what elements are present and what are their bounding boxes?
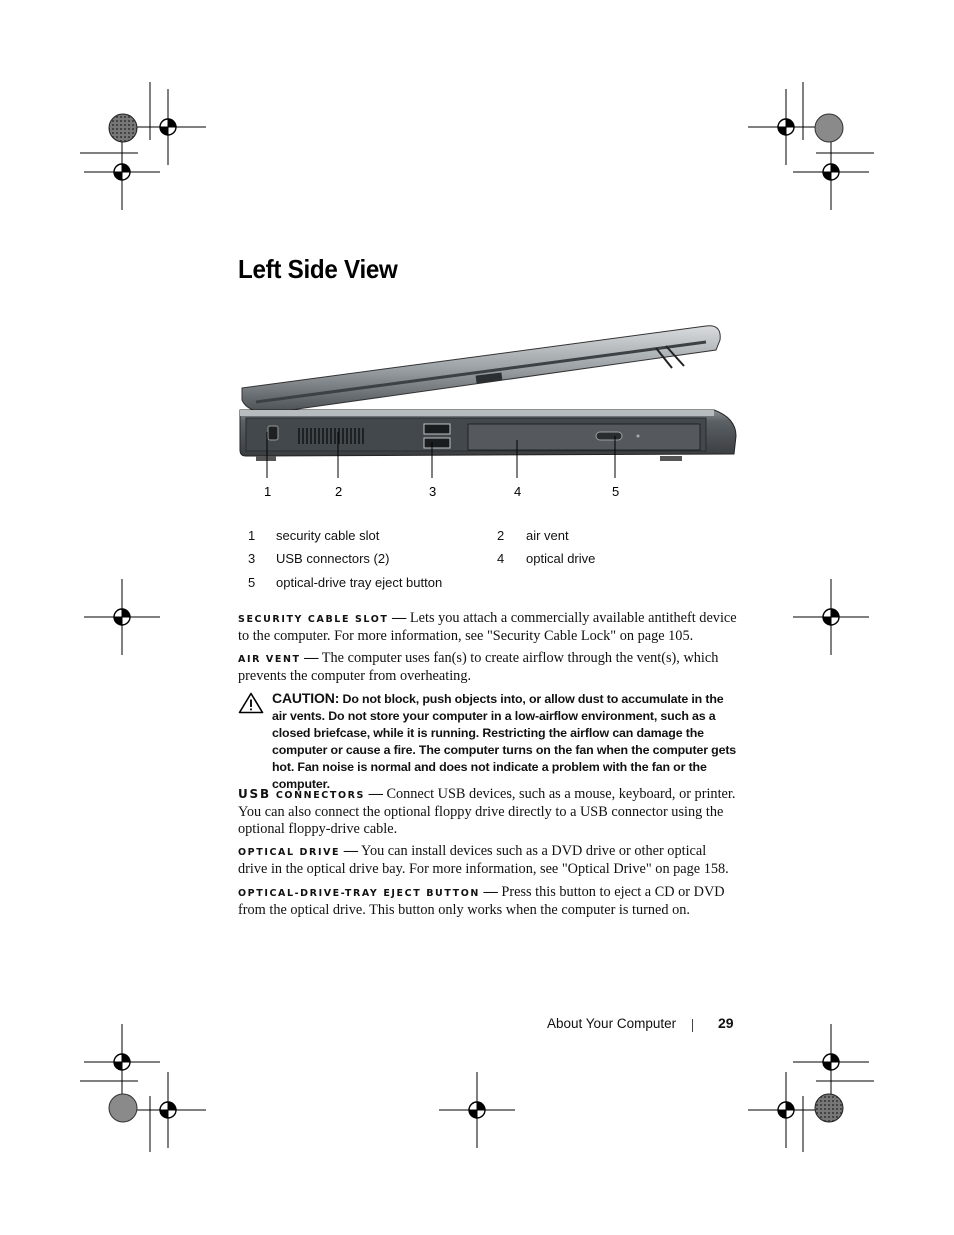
callout-1: 1	[264, 484, 272, 499]
page-title: Left Side View	[238, 254, 398, 284]
description-text: Connect USB devices, such as a mouse, keyboard, or printer. You can also connect the optional floppy drive directly to a USB connector using the optional floppy-drive cable.	[238, 786, 736, 837]
legend-number: 1	[248, 528, 256, 543]
em-dash: —	[392, 610, 407, 626]
legend-number: 3	[248, 551, 256, 566]
term: OPTICAL DRIVE	[238, 847, 341, 858]
callout-3: 3	[429, 484, 437, 499]
description-text: The computer uses fan(s) to create airflow through the vent(s), which prevents the computer from overheating.	[238, 650, 719, 684]
caution-text-block	[272, 690, 738, 793]
legend-number: 5	[248, 575, 256, 590]
legend-label: optical drive	[526, 551, 596, 566]
footer-divider	[692, 1019, 693, 1032]
caution-body: Do not block, push objects into, or allow dust to accumulate in the air vents. Do not store your computer in a low-airflow environment, such as a closed briefcase, while it is running. Restricting the airflow can damage the computer or cause a fire. The computer turns on the fan when the computer gets hot. Fan noise is normal and does not indicate a problem with the fan or the computer.	[272, 692, 737, 791]
em-dash: —	[304, 650, 319, 666]
term: AIR VENT	[238, 654, 301, 665]
em-dash: —	[483, 884, 498, 900]
legend-number: 4	[497, 551, 505, 566]
term-prefix: USB	[238, 787, 271, 801]
laptop-left-side-illustration	[236, 318, 742, 478]
description-optical-drive	[238, 843, 738, 878]
description-text: Lets you attach a commercially available antitheft device to the computer. For more information, see "Security Cable Lock" on page 105.	[238, 610, 737, 644]
page-number: 29	[718, 1015, 734, 1031]
callout-2: 2	[335, 484, 343, 499]
em-dash: —	[343, 843, 358, 859]
legend-number: 2	[497, 528, 505, 543]
callout-5: 5	[612, 484, 620, 499]
description-security-cable-slot	[238, 610, 738, 645]
legend-label: optical-drive tray eject button	[276, 575, 443, 590]
legend-label: security cable slot	[276, 528, 380, 543]
em-dash: —	[368, 786, 383, 802]
footer-section-title: About Your Computer	[547, 1016, 677, 1031]
warning-triangle-icon	[238, 692, 264, 714]
description-text: Press this button to eject a CD or DVD from the optical drive. This button only works when the computer is turned on.	[238, 884, 725, 918]
caution-label: CAUTION:	[272, 690, 340, 706]
term: OPTICAL-DRIVE-TRAY EJECT BUTTON	[238, 888, 480, 899]
callout-4: 4	[514, 484, 522, 499]
legend-label: USB connectors (2)	[276, 551, 390, 566]
description-air-vent	[238, 650, 738, 685]
description-eject-button	[238, 884, 738, 919]
legend-label: air vent	[526, 528, 569, 543]
term-rest: CONNECTORS	[275, 790, 365, 801]
term: SECURITY CABLE SLOT	[238, 614, 389, 625]
description-text: You can install devices such as a DVD drive or other optical drive in the optical drive bay. For more information, see "Optical Drive" on page 158.	[238, 843, 729, 877]
term	[238, 787, 365, 801]
description-usb-connectors	[238, 786, 738, 838]
